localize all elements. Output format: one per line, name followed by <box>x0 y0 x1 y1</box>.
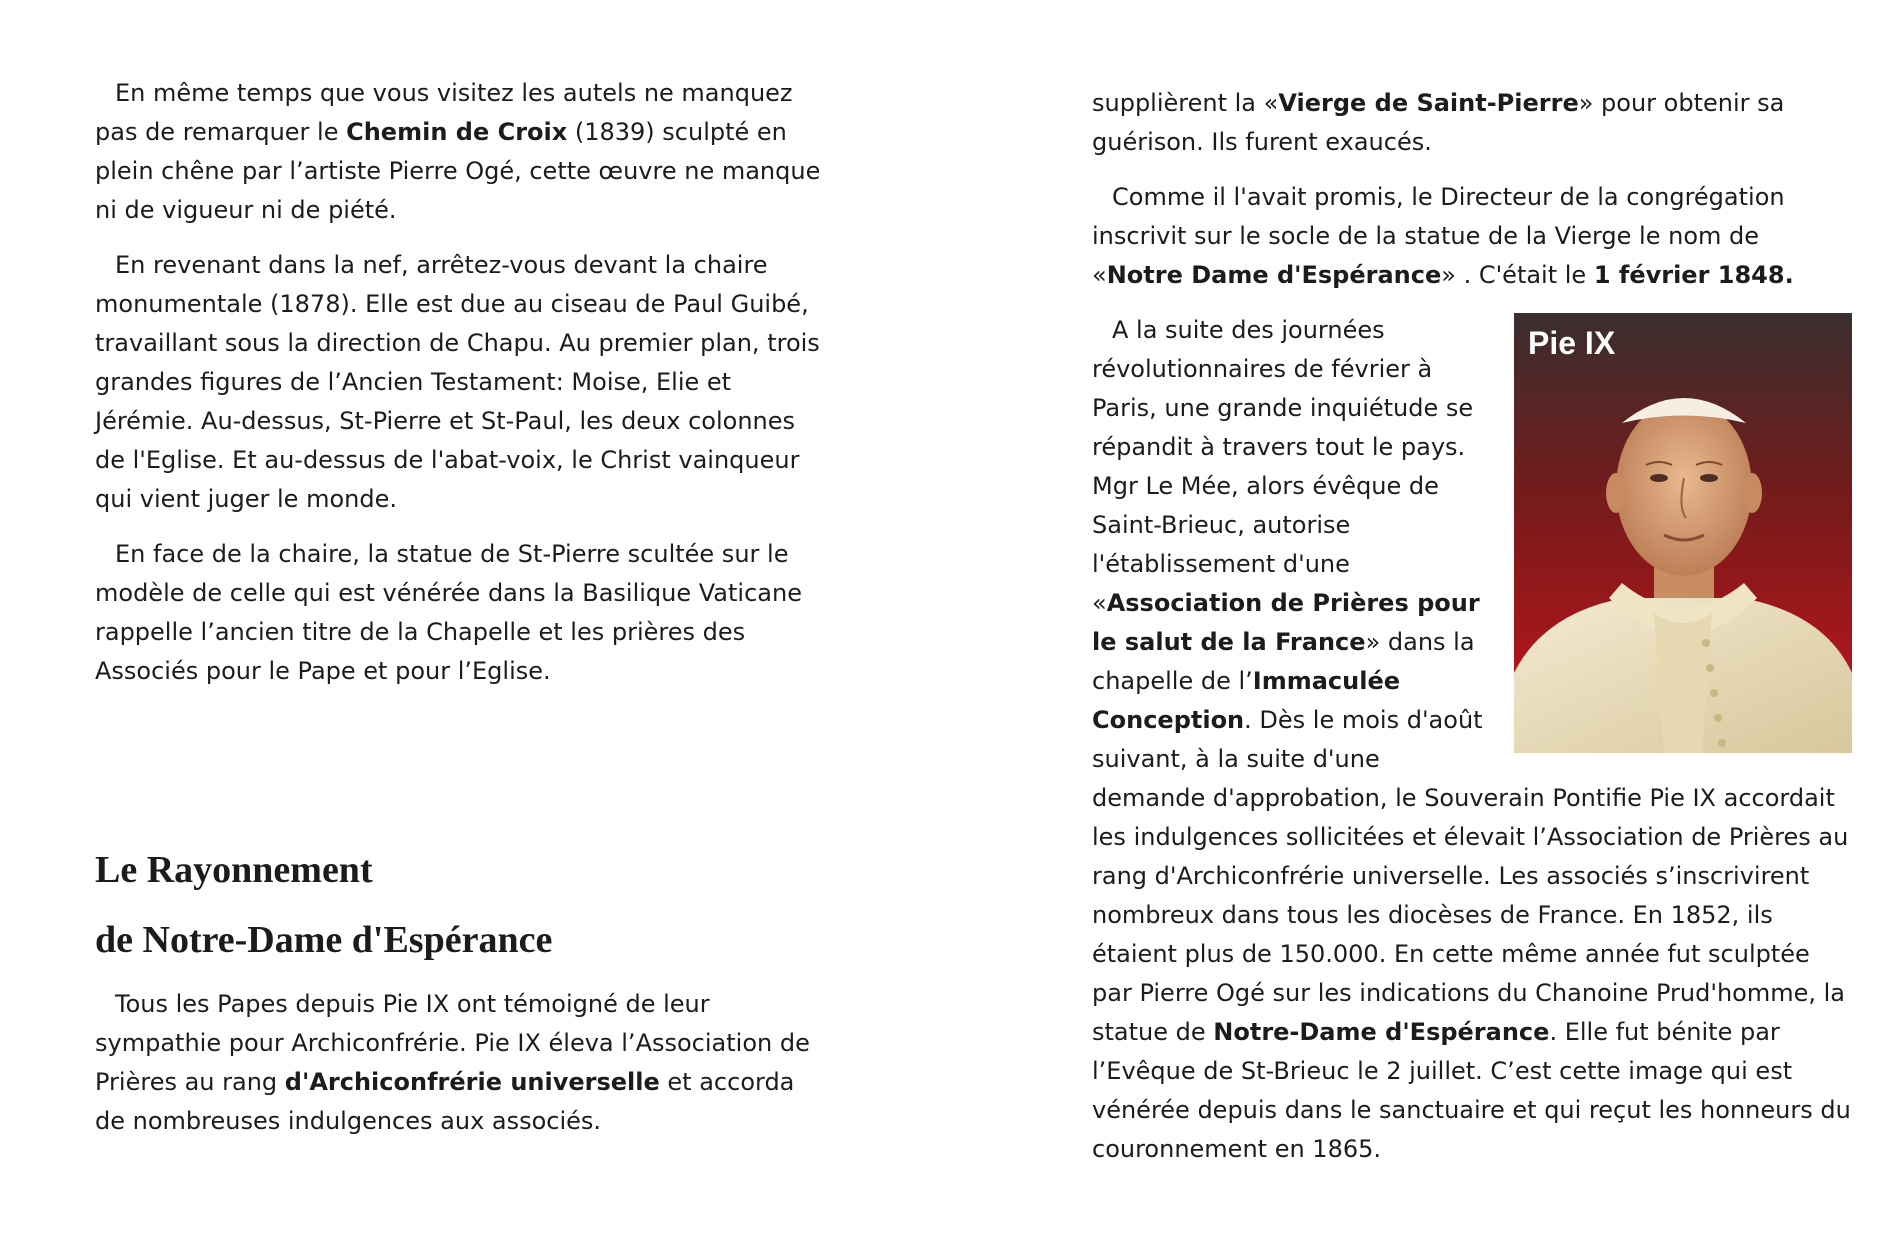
text-run: A la suite des journées révolutionnaires de février à Paris, une grande inquiétude se répandit à travers tout le pays. Mgr Le Mée, alors évêque de Saint-Brieuc, autorise l'établissement d'une « <box>1092 316 1474 617</box>
bold-run: Immaculée Conception <box>1092 667 1401 734</box>
paragraph-chaire: En revenant dans la nef, arrêtez-vous devant la chaire monumentale (1878). Elle est due au ciseau de Paul Guibé, travaillant sous la direction de Chapu. Au premier plan, trois grandes figures de l’Ancien Testament: Moise, Elie et Jérémie. Au-dessus, St-Pierre et St-Paul, les deux colonnes de l'Eglise. Et au-dessus de l'abat-voix, le Christ vainqueur qui vient juger le monde. <box>95 251 820 513</box>
paragraph-guerison <box>1092 84 1852 162</box>
text-run: » . C'était le <box>1441 261 1594 289</box>
bold-run: d'Archiconfrérie universelle <box>284 1068 660 1096</box>
text-run: (1839) sculpté en plein chêne par l’artiste Pierre Ogé, cette œuvre ne manque ni de vigueur ni de piété. <box>95 118 821 224</box>
text-run: . Elle fut bénite par l’Evêque de St-Brieuc le 2 juillet. C’est cette image qui est vénérée depuis dans le sanctuaire et qui reçut les honneurs du couronnement en 1865. <box>1092 1018 1851 1163</box>
text-run: » pour obtenir sa guérison. Ils furent exaucés. <box>1092 89 1785 156</box>
section-heading <box>95 835 830 975</box>
text-run: Tous les Papes depuis Pie IX ont témoigné de leur sympathie pour Archiconfrérie. Pie IX éleva l’Association de Prières au rang <box>95 990 810 1096</box>
bold-run: Notre Dame d'Espérance <box>1106 261 1442 289</box>
text-run: Comme il l'avait promis, le Directeur de la congrégation inscrivit sur le socle de la statue de la Vierge le nom de « <box>1092 183 1785 289</box>
text-run: supplièrent la « <box>1092 89 1279 117</box>
bold-run: 1 février 1848. <box>1593 261 1794 289</box>
text-run: » dans la chapelle de l’ <box>1092 628 1475 695</box>
paragraph-statue-st-pierre: En face de la chaire, la statue de St-Pierre scultée sur le modèle de celle qui est vénérée dans la Basilique Vaticane rappelle l’ancien titre de la Chapelle et les prières des Associés pour le Pape et pour l’Eglise. <box>95 540 802 685</box>
portrait-caption: Pie IX <box>1528 325 1616 361</box>
left-column <box>95 74 830 1157</box>
text-run: En même temps que vous visitez les autels ne manquez pas de remarquer le <box>95 79 793 146</box>
bold-run: Vierge de Saint-Pierre <box>1278 89 1579 117</box>
paragraph-papes <box>95 985 830 1141</box>
heading-line-2: de Notre-Dame d'Espérance <box>95 919 553 961</box>
bold-run: Association de Prières pour le salut de la France <box>1092 589 1480 656</box>
bold-run: Chemin de Croix <box>346 118 568 146</box>
right-column <box>1092 84 1852 1185</box>
paragraph-directeur <box>1092 178 1852 295</box>
section-gap <box>95 707 830 835</box>
bold-run: Notre-Dame d'Espérance <box>1213 1018 1550 1046</box>
pie-ix-portrait <box>1514 313 1852 753</box>
text-run: et accorda de nombreuses indulgences aux associés. <box>95 1068 795 1135</box>
paragraph-chemin-de-croix <box>95 74 830 230</box>
pope-portrait-icon <box>1514 313 1852 753</box>
heading-line-1: Le Rayonnement <box>95 849 373 891</box>
text-run: . Dès le mois d'août suivant, à la suite d'une demande d'approbation, le Souverain Pontifie Pie IX accordait les indulgences sollicitées et élevait l’Association de Prières au rang d'Archiconfrérie universelle. Les associés s’inscrivirent nombreux dans tous les diocèses de France. En 1852, ils étaient plus de 150.000. En cette même année fut sculptée par Pierre Ogé sur les indications du Chanoine Prud'homme, la statue de <box>1092 706 1849 1046</box>
